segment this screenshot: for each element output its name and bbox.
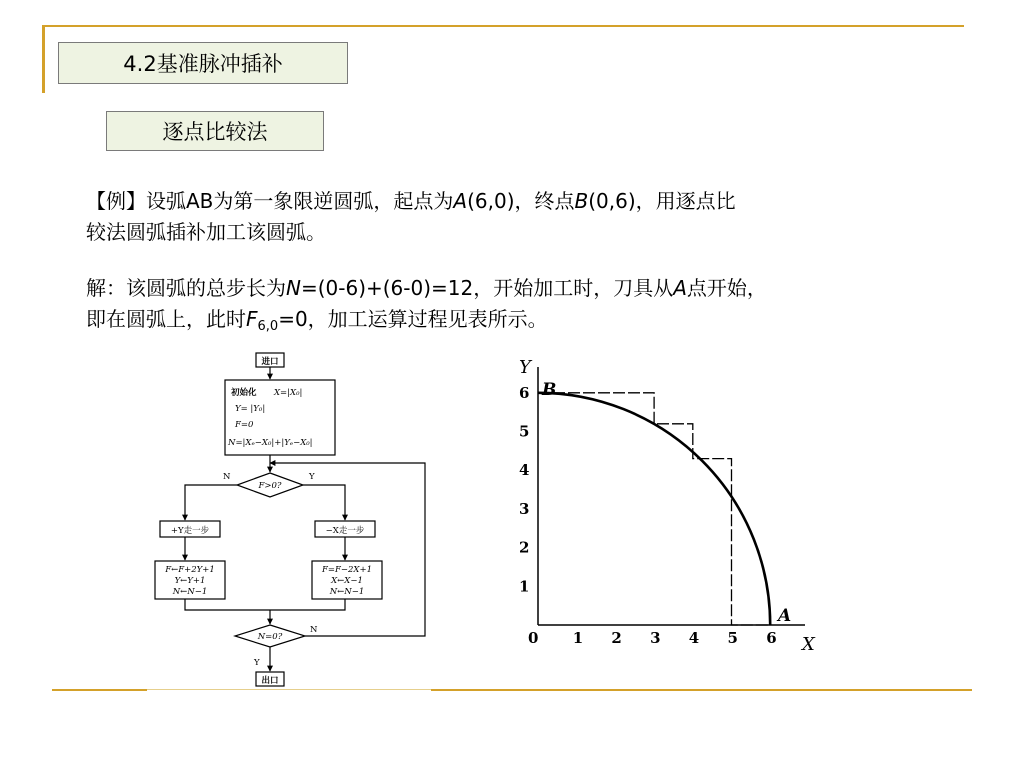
- graph-staircase-path: [538, 393, 770, 625]
- graph-point-a-label: A: [778, 606, 792, 626]
- solution-prefix: 解：该圆弧的总步长为: [86, 276, 286, 300]
- graph-y-axis-label: Y: [519, 357, 531, 378]
- flow-edge-right-merge: [270, 599, 345, 610]
- graph-x-tick-label: 1: [572, 629, 584, 647]
- graph-x-tick-label: 0: [528, 629, 539, 647]
- graph-circular-arc: [538, 393, 770, 625]
- solution-f-sub: 6,0: [257, 319, 279, 334]
- flow-exit-label: 出口: [261, 676, 279, 686]
- solution-n-var: N: [286, 276, 301, 300]
- flow-edge-yes-right: [303, 485, 345, 520]
- arc-interpolation-graph: [505, 345, 835, 660]
- solution-suffix: 点开始，: [686, 276, 767, 300]
- top-accent-line: [44, 25, 964, 27]
- flow-yes-label-2: Y: [254, 658, 260, 668]
- flow-decision-f-label: F>0?: [258, 481, 282, 491]
- graph-x-tick-label: 4: [688, 629, 700, 647]
- example-point-a: A: [453, 189, 468, 213]
- flow-init-y: Y= |Y₀|: [235, 404, 266, 414]
- example-line2: 较法圆弧插补加工该圆弧。: [86, 220, 326, 244]
- flow-init-title: 初始化: [231, 388, 257, 398]
- solution-formula: =(0-6)+(6-0)=12，开始加工时，刀具从: [300, 276, 674, 300]
- example-point-b: B: [574, 189, 589, 213]
- slide-title-text: 4.2基准脉冲插补: [123, 52, 283, 76]
- solution-line2-prefix: 即在圆弧上，此时: [86, 307, 246, 331]
- slide-subtitle-text: 逐点比较法: [162, 120, 268, 144]
- slide-subtitle: [106, 111, 324, 151]
- graph-x-tick-label: 6: [766, 629, 777, 647]
- flow-init-n: N=|Xₑ−X₀|+|Yₑ−X₀|: [228, 438, 313, 448]
- left-accent-line: [42, 25, 45, 93]
- graph-y-tick-label: 3: [519, 499, 530, 518]
- flow-edge-left-merge: [185, 599, 270, 610]
- flow-step-x-label: −X走一步: [325, 526, 365, 536]
- graph-x-axis-label: X: [802, 634, 815, 655]
- flow-edge-no-left: [185, 485, 237, 520]
- example-coord-b: (0,6)，用逐点比: [588, 189, 736, 213]
- graph-x-tick-label: 5: [727, 629, 738, 647]
- flow-decision-n-label: N=0?: [257, 632, 283, 642]
- flow-step-y-label: +Y走一步: [170, 526, 210, 536]
- flow-no-label-2: N: [310, 625, 318, 635]
- flow-entry-label: 进口: [261, 357, 279, 367]
- example-coord-a: (6,0)，终点: [467, 189, 575, 213]
- solution-a-var: A: [673, 276, 687, 300]
- graph-y-tick-label: 4: [519, 461, 530, 480]
- slide-title: [58, 42, 348, 84]
- flowchart: [140, 345, 440, 690]
- graph-point-b-label: B: [542, 380, 557, 400]
- flow-update-right-1: F=F−2X+1: [321, 565, 373, 575]
- bottom-accent-line-left: [52, 689, 147, 691]
- graph-y-tick-label: 1: [519, 577, 530, 596]
- flow-update-left-1: F←F+2Y+1: [165, 565, 215, 575]
- flow-yes-label-1: Y: [309, 472, 315, 482]
- solution-line2-suffix: =0，加工运算过程见表所示。: [278, 307, 548, 331]
- flow-update-left-2: Y←Y+1: [174, 576, 206, 586]
- flow-no-label-1: N: [223, 472, 231, 482]
- bottom-accent-line-right: [431, 689, 972, 691]
- flow-init-f: F=0: [235, 420, 254, 430]
- flow-update-left-3: N←N−1: [172, 587, 208, 597]
- graph-y-tick-label: 2: [519, 538, 530, 557]
- graph-y-tick-label: 5: [519, 422, 530, 441]
- flow-update-right-2: X←X−1: [331, 576, 363, 586]
- graph-y-tick-label: 6: [519, 383, 530, 402]
- graph-x-tick-label: 3: [650, 629, 661, 647]
- solution-paragraph: [86, 273, 946, 335]
- example-paragraph: [86, 186, 946, 248]
- graph-x-tick-label: 2: [611, 629, 622, 647]
- example-prefix: 【例】设弧AB为第一象限逆圆弧，起点为: [86, 189, 454, 213]
- flow-init-x: X=|X₀|: [274, 388, 303, 398]
- flow-update-right-3: N←N−1: [329, 587, 365, 597]
- solution-f-var: F: [246, 307, 258, 331]
